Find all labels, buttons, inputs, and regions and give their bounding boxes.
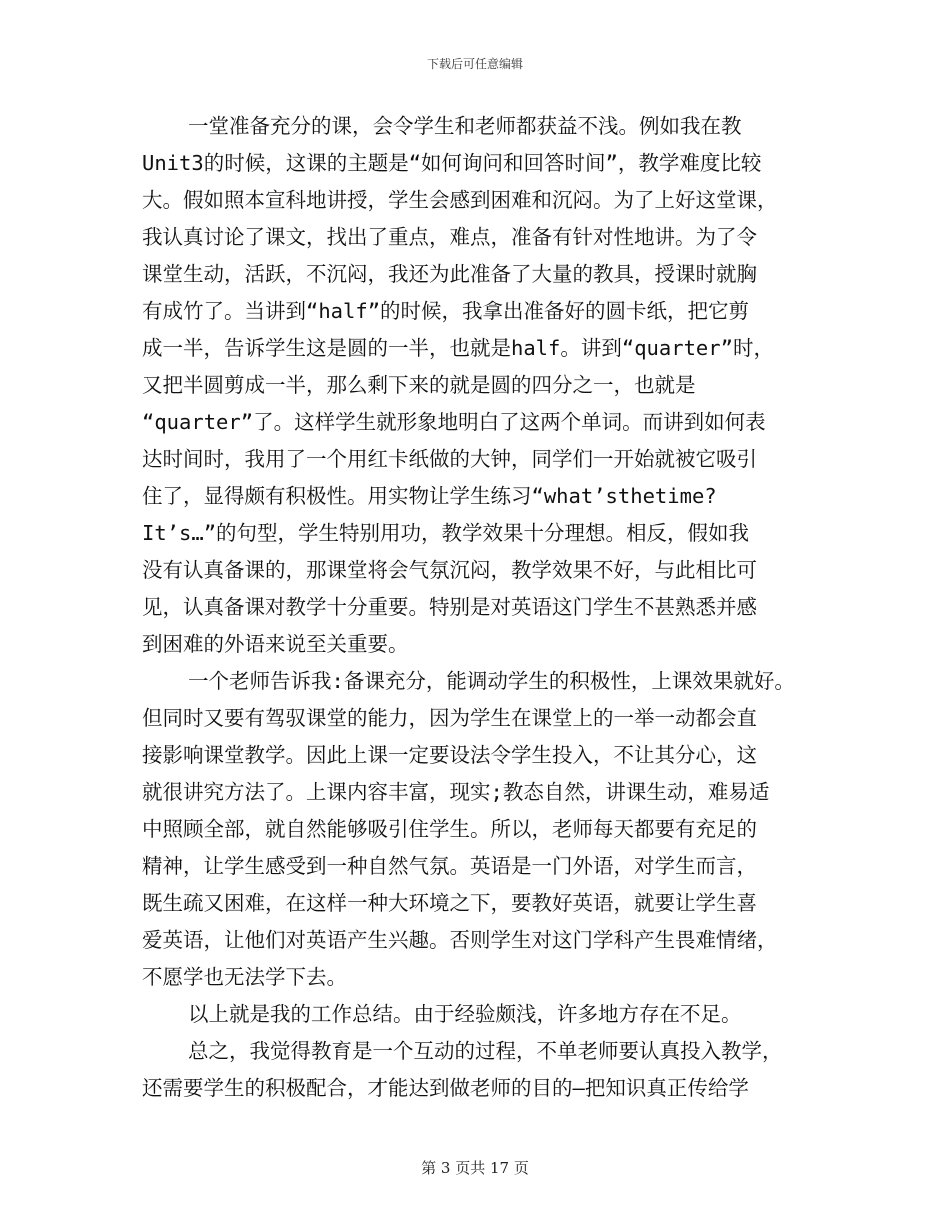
paragraph-line: 中照顾全部，就自然能够吸引住学生。所以，老师每天都要有充足的 xyxy=(142,817,757,841)
page-footer: 第 3 页共 17 页 xyxy=(421,1159,529,1177)
paragraph-line: 一堂准备充分的课，会令学生和老师都获益不浅。例如我在教 xyxy=(188,114,742,138)
paragraph-line: 接影响课堂教学。因此上课一定要设法令学生投入，不让其分心，这 xyxy=(142,743,757,767)
paragraph-line: 既生疏又困难，在这样一种大环境之下，要教好英语，就要让学生喜 xyxy=(142,891,757,915)
paragraph-line: 课堂生动，活跃，不沉闷，我还为此准备了大量的教具，授课时就胸 xyxy=(142,262,757,286)
paragraph-line: 到困难的外语来说至关重要。 xyxy=(142,632,409,656)
paragraph-line: 住了，显得颇有积极性。用实物让学生练习“what’sthetime? xyxy=(142,484,717,508)
paragraph-line: 但同时又要有驾驭课堂的能力，因为学生在课堂上的一举一动都会直 xyxy=(142,706,757,730)
paragraph-line: 一个老师告诉我:备课充分，能调动学生的积极性，上课效果就好。 xyxy=(188,669,795,693)
paragraph-line: 还需要学生的积极配合，才能达到做老师的目的—把知识真正传给学 xyxy=(142,1076,749,1100)
paragraph-line: 精神，让学生感受到一种自然气氛。英语是一门外语，对学生而言， xyxy=(142,854,757,878)
paragraph-line: Unit3的时候，这课的主题是“如何询问和回答时间”，教学难度比较 xyxy=(142,151,762,175)
paragraph-line: 成一半，告诉学生这是圆的一半，也就是half。讲到“quarter”时， xyxy=(142,336,774,360)
paragraph-line: 就很讲究方法了。上课内容丰富，现实;教态自然，讲课生动，难易适 xyxy=(142,780,770,804)
paragraph-line: “quarter”了。这样学生就形象地明白了这两个单词。而讲到如何表 xyxy=(142,410,766,434)
paragraph-line: 爱英语，让他们对英语产生兴趣。否则学生对这门学科产生畏难情绪， xyxy=(142,928,778,952)
paragraph-line: 有成竹了。当讲到“half”的时候，我拿出准备好的圆卡纸，把它剪 xyxy=(142,299,750,323)
page-header: 下载后可任意编辑 xyxy=(426,57,523,71)
paragraph-line: 以上就是我的工作总结。由于经验颇浅，许多地方存在不足。 xyxy=(188,1002,742,1026)
paragraph-line: 没有认真备课的，那课堂将会气氛沉闷，教学效果不好，与此相比可 xyxy=(142,558,757,582)
paragraph-line: 大。假如照本宣科地讲授，学生会感到困难和沉闷。为了上好这堂课， xyxy=(142,188,778,212)
paragraph-line: 达时间时，我用了一个用红卡纸做的大钟，同学们一开始就被它吸引 xyxy=(142,447,757,471)
body-text xyxy=(142,108,832,1107)
paragraph-line: 见，认真备课对教学十分重要。特别是对英语这门学生不甚熟悉并感 xyxy=(142,595,757,619)
paragraph-line: It’s…”的句型，学生特别用功，教学效果十分理想。相反，假如我 xyxy=(142,521,750,545)
paragraph-line: 总之，我觉得教育是一个互动的过程，不单老师要认真投入教学， xyxy=(188,1039,783,1063)
paragraph-line: 又把半圆剪成一半，那么剩下来的就是圆的四分之一，也就是 xyxy=(142,373,696,397)
paragraph-line: 我认真讨论了课文，找出了重点，难点，准备有针对性地讲。为了令 xyxy=(142,225,757,249)
paragraph-line: 不愿学也无法学下去。 xyxy=(142,965,347,989)
